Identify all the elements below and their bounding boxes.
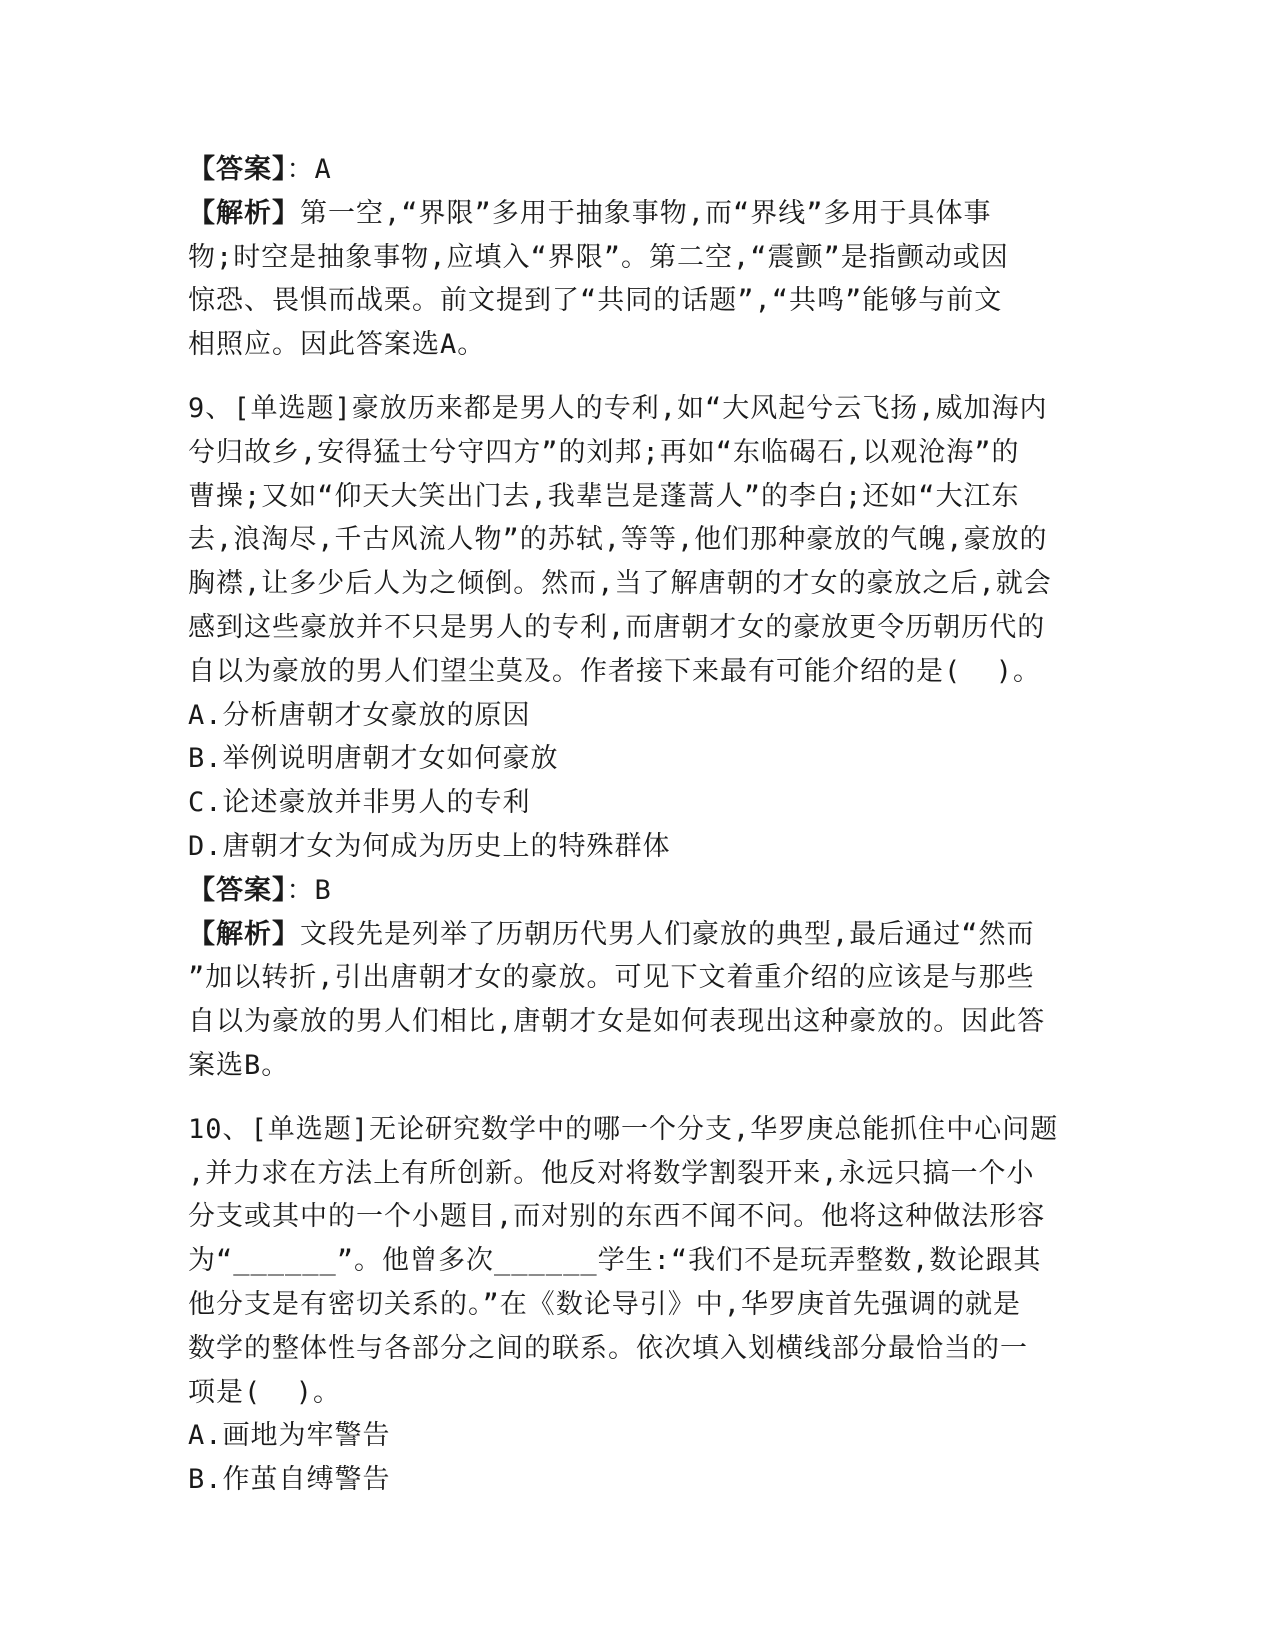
q9-stem-line: 兮归故乡,安得猛士兮守四方”的刘邦;再如“东临碣石,以观沧海”的	[188, 436, 1020, 468]
analysis-label: 【解析】	[188, 918, 300, 950]
answer-label: 【答案】	[188, 154, 287, 185]
q9-analysis-line: 案选B。	[188, 1049, 290, 1081]
q9-stem-line: 胸襟,让多少后人为之倾倒。然而,当了解唐朝的才女的豪放之后,就会	[188, 568, 1052, 600]
q8-analysis-line: 【解析】第一空,“界限”多用于抽象事物,而“界线”多用于具体事	[188, 197, 992, 229]
answer-value: ：A	[286, 154, 332, 185]
q9-analysis-line: 自以为豪放的男人们相比,唐朝才女是如何表现出这种豪放的。因此答	[188, 1006, 1046, 1038]
answer-label: 【答案】	[188, 874, 287, 906]
q9-option-c: C.论述豪放并非男人的专利	[188, 787, 531, 819]
q9-stem-line: 曹操;又如“仰天大笑出门去,我辈岂是蓬蒿人”的李白;还如“大江东	[188, 480, 1020, 512]
q9-option-d: D.唐朝才女为何成为历史上的特殊群体	[188, 830, 671, 862]
q10-stem-line: 为“______”。他曾多次______学生:“我们不是玩弄整数,数论跟其	[188, 1245, 1042, 1277]
q8-answer	[188, 148, 1088, 192]
analysis-label: 【解析】	[188, 197, 300, 229]
q10-stem-line: ,并力求在方法上有所创新。他反对将数学割裂开来,永远只搞一个小	[188, 1157, 1035, 1189]
q9-option-a: A.分析唐朝才女豪放的原因	[188, 699, 531, 731]
q10-stem-line: 分支或其中的一个小题目,而对别的东西不闻不问。他将这种做法形容	[188, 1201, 1046, 1233]
q10-stem-line: 数学的整体性与各部分之间的联系。依次填入划横线部分最恰当的一	[188, 1332, 1028, 1364]
q9-analysis-line: ”加以转折,引出唐朝才女的豪放。可见下文着重介绍的应该是与那些	[188, 962, 1035, 994]
q8-analysis-line: 物;时空是抽象事物,应填入“界限”。第二空,“震颤”是指颤动或因	[188, 241, 1009, 273]
q9-stem-line: 去,浪淘尽,千古风流人物”的苏轼,等等,他们那种豪放的气魄,豪放的	[188, 524, 1048, 556]
q10-stem-line: 项是( )。	[188, 1376, 342, 1408]
q9-stem-line: 自以为豪放的男人们望尘莫及。作者接下来最有可能介绍的是( )。	[188, 655, 1042, 687]
q8-analysis-line: 相照应。因此答案选A。	[188, 329, 486, 361]
answer-value: ：B	[286, 874, 332, 906]
q10-stem-line: 他分支是有密切关系的。”在《数论导引》中,华罗庚首先强调的就是	[188, 1288, 1022, 1320]
q9-stem-line: 感到这些豪放并不只是男人的专利,而唐朝才女的豪放更令历朝历代的	[188, 611, 1046, 643]
q9-option-b: B.举例说明唐朝才女如何豪放	[188, 743, 559, 775]
q10-option-a: A.画地为牢警告	[188, 1420, 391, 1452]
document-content	[188, 148, 1088, 1502]
q8-analysis-line: 惊恐、畏惧而战栗。前文提到了“共同的话题”,“共鸣”能够与前文	[188, 285, 1003, 317]
q9-stem-line: 9、[单选题]豪放历来都是男人的专利,如“大风起兮云飞扬,威加海内	[188, 392, 1048, 424]
q10-stem-line: 10、[单选题]无论研究数学中的哪一个分支,华罗庚总能抓住中心问题	[188, 1113, 1059, 1145]
q9-answer	[188, 869, 1088, 913]
q10-option-b: B.作茧自缚警告	[188, 1464, 391, 1496]
q9-analysis-line: 【解析】文段先是列举了历朝历代男人们豪放的典型,最后通过“然而	[188, 918, 1035, 950]
